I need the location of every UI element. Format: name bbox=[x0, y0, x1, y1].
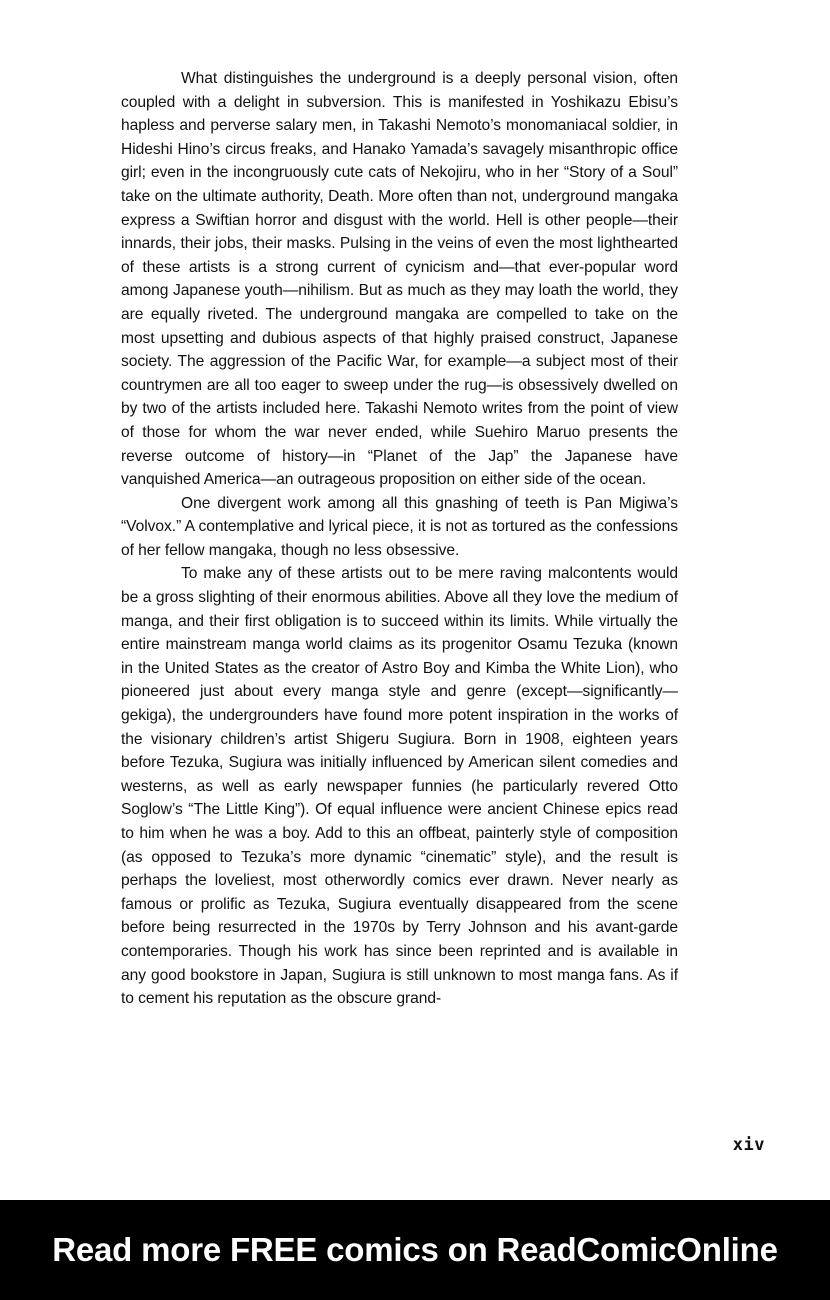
promo-banner[interactable] bbox=[0, 1200, 830, 1300]
banner-text[interactable]: Read more FREE comics on ReadComicOnline bbox=[52, 1231, 778, 1268]
paragraph: What distinguishes the underground is a deeply personal vision, often coupled with a delight in subversion. This is manifested in Yoshikazu Ebisu’s hapless and perverse salary men, in Takashi Nemoto’s monomaniacal soldier, in Hideshi Hino’s circus freaks, and Hanako Yamada’s savagely misanthropic office girl; even in the incongruously cute cats of Nekojiru, who in her “Story of a Soul” take on the ultimate authority, Death. More often than not, underground mangaka express a Swiftian horror and disgust with the world. Hell is other people—their innards, their jobs, their masks. Pulsing in the veins of even the most lighthearted of these artists is a strong current of cynicism and—that ever-popular word among Japanese youth—nihilism. But as much as they may loath the world, they are equally riveted. The underground mangaka are compelled to take on the most upsetting and dubious aspects of that highly praised construct, Japanese society. The aggression of the Pacific War, for example—a subject most of their countrymen are all too eager to sweep under the rug—is obsessively dwelled on by two of the artists included here. Takashi Nemoto writes from the point of view of those for whom the war never ended, while Suehiro Maruo presents the reverse outcome of history—in “Planet of the Jap” the Japanese have vanquished America—an outrageous proposition on either side of the ocean. bbox=[121, 70, 678, 489]
paragraph: One divergent work among all this gnashing of teeth is Pan Migiwa’s “Volvox.” A contemplative and lyrical piece, it is not as tortured as the confessions of her fellow mangaka, though no less obsessive. bbox=[121, 494, 678, 559]
body-text bbox=[121, 67, 678, 1011]
page-number: xiv bbox=[732, 1135, 765, 1155]
paragraph: To make any of these artists out to be mere raving malcontents would be a gross slighting of their enormous abilities. Above all they love the medium of manga, and their first obligation is to succeed within its limits. While virtually the entire mainstream manga world claims as its progenitor Osamu Tezuka (known in the United States as the creator of Astro Boy and Kimba the White Lion), who pioneered just about every manga style and genre (except—significantly—gekiga), the undergrounders have found more potent inspiration in the works of the visionary children’s artist Shigeru Sugiura. Born in 1908, eighteen years before Tezuka, Sugiura was initially influenced by American silent comedies and westerns, as well as early newspaper funnies (he particularly revered Otto Soglow’s “The Little King”). Of equal influence were ancient Chinese epics read to him when he was a boy. Add to this an offbeat, painterly style of composition (as opposed to Tezuka’s more dynamic “cinematic” style), and the result is perhaps the loveliest, most otherwordly comics ever drawn. Never nearly as famous or prolific as Tezuka, Sugiura eventually disappeared from the scene before being resurrected in the 1970s by Terry Johnson and his avant-garde contemporaries. Though his work has since been reprinted and is available in any good bookstore in Japan, Sugiura is still unknown to most manga fans. As if to cement his reputation as the obscure grand- bbox=[121, 565, 678, 1008]
